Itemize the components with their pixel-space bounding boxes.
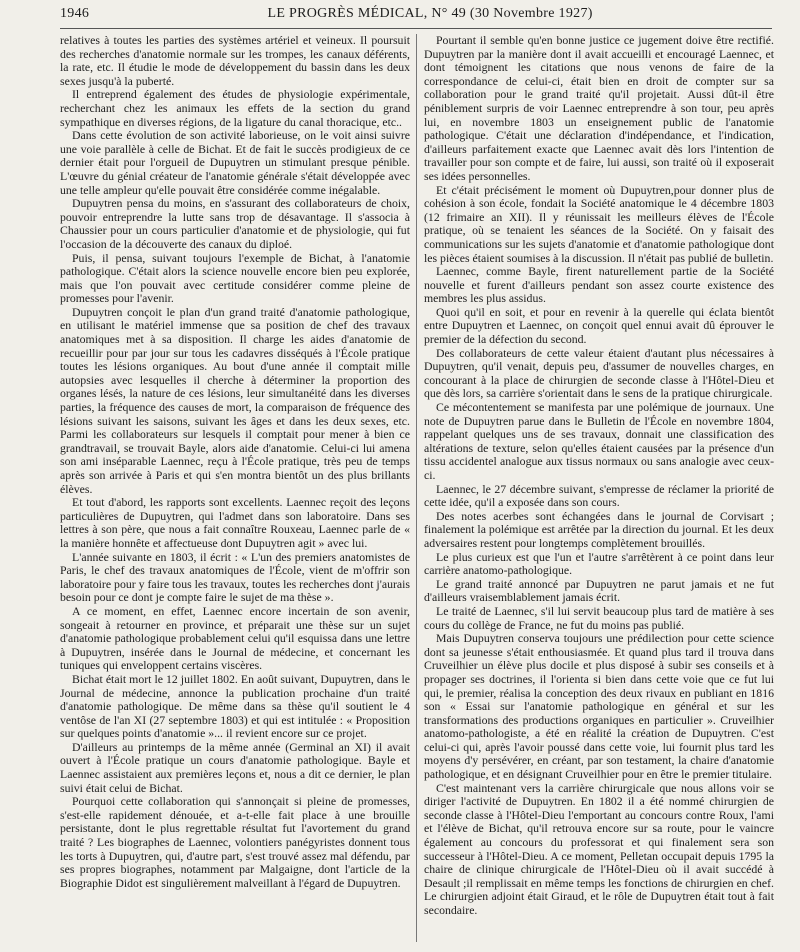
paragraph: Le plus curieux est que l'un et l'autre s'arrêtèrent à ce point dans leur carrière anatomo-pathologique. [424, 549, 774, 578]
paragraph: Des collaborateurs de cette valeur étaient d'autant plus nécessaires à Dupuytren, qu'il venait, depuis peu, d'assumer de nouvelles charges, en concourant à la place de chirurgien de seconde classe à l'Hôtel-Dieu et que dès lors, sa carrière s'orientait dans le sens de la pratique chirurgicale. [424, 345, 774, 401]
paragraph: A ce moment, en effet, Laennec encore incertain de son avenir, songeait à retourner en province, et préparait une thèse sur un sujet d'anatomie pathologique probablement celui qu'il esquissa dans une lettre à Dupuytren, insérée dans le Journal de médecine, et concernant les tuniques qui enveloppent certains viscères. [60, 603, 410, 673]
paragraph: Mais Dupuytren conserva toujours une prédilection pour cette science dont sa jeunesse s'était enthousiasmée. Et quand plus tard il trouva dans Cruveilhier un élève plus docile et plus disposé à subir ses conseils et à propager ses doctrines, il l'orienta si bien dans cette voie que ce fut lui qui, le premier, réalisa la conception des deux rivaux en publiant en 1816 son « Essai sur l'anatomie pathologique en général et sur les transformations des productions organiques en particulier ». Cruveilhier anatomo-pathologiste, a été en réalité la création de Dupuytren. C'est celui-ci qui, après l'avoir poussé dans cette voie, lui fournit plus tard les moyens d'y persévérer, en créant, par son testament, la chaire d'anatomie pathologique, et en désignant Cruveilhier pour en être le premier titulaire. [424, 631, 774, 782]
page-header [60, 6, 772, 28]
paragraph: Et tout d'abord, les rapports sont excellents. Laennec reçoit des leçons particulières de Dupuytren, qui l'admet dans son laboratoire. Dans ses lettres à son père, que nous a fait connaître Rouxeau, Laennec parle de « la manière honnête et affectueuse dont Dupuytren agit » avec lui. [60, 495, 410, 550]
paragraph: Le traité de Laennec, s'il lui servit beaucoup plus tard de matière à ses cours du collège de France, ne fut du moins pas publié. [424, 603, 774, 632]
page-number: 1946 [60, 6, 90, 21]
paragraph: Quoi qu'il en soit, et pour en revenir à la querelle qui éclata bientôt entre Dupuytren et Laennec, on conçoit quel ennui avait dû éprouver le premier de la défection du second. [424, 304, 774, 347]
paragraph: Des notes acerbes sont échangées dans le journal de Corvisart ; finalement la polémique est arrêtée par la direction du journal. Et les deux adversaires restent pour longtemps complètement brouillés. [424, 508, 774, 550]
paragraph: relatives à toutes les parties des systèmes artériel et veineux. Il poursuit des recherches d'anatomie normale sur les trompes, les canaux déférents, la rate, etc. Il étudie le mode de développement du bassin dans les deux sexes jusqu'à la puberté. [60, 34, 410, 88]
right-column [424, 34, 774, 946]
column-divider [416, 34, 417, 942]
paragraph: Laennec, le 27 décembre suivant, s'empresse de réclamer la priorité de cette idée, qu'il a exposée dans son cours. [424, 481, 774, 510]
paragraph: Pourtant il semble qu'en bonne justice ce jugement doive être rectifié. Dupuytren par la manière dont il avait accueilli et encouragé Laennec, et dont témoignent les citations que nous venons de faire de la correspondance de celui-ci, était bien en droit de compter sur sa collaboration pour le grand traité qu'il projetait. Aussi dût-il être péniblement surpris de voir Laennec entreprendre à son tour, peu après lui, en novembre 1803 un enseignement public de l'anatomie pathologique. C'était une déclaration d'indépendance, et l'indication, d'ailleurs parfaitement exacte que Laennec avait dès lors l'intention de travailler pour son compte et de faire, lui aussi, son traité où il exposerait ses idées personnelles. [424, 34, 774, 183]
header-rule [60, 28, 772, 29]
paragraph: Bichat était mort le 12 juillet 1802. En août suivant, Dupuytren, dans le Journal de médecine, annonce la publication prochaine d'un traité d'anatomie pathologique. De même dans sa thèse qu'il soutient le 4 ventôse de l'an XI (27 septembre 1803) et qui est intitulée : « Proposition sur quelques points d'anatomie »... il revient encore sur ce projet. [60, 671, 410, 741]
paragraph: Dupuytren conçoit le plan d'un grand traité d'anatomie pathologique, en utilisant le matériel immense que sa position de chef des travaux anatomiques met à sa disposition. Il charge les aides d'anatomie de recueillir pour par jour sur tous les cadavres disséqués à l'École pratique toutes les lésions organiques. Au bout d'une année il comptait mille autopsies avec lesquelles il cherche à déterminer la proportion des organes lésés, la nature de ces lésions, leur simultanéité dans les diverses parties, la fréquence des causes de mort, la comparaison de fréquence des lésions suivant les saisons, suivant les âges et dans les deux sexes, etc. Parmi les collaborateurs sur lesquels il comptait pour mener à bien ce grandtravail, se trouvait Bayle, alors aide d'anatomie. Celui-ci lui amena son ami inséparable Laennec, reçu à l'École pratique, très peu de temps après son arrivée à Paris et qui s'en montra bientôt un des plus brillants élèves. [60, 304, 410, 496]
paragraph: Ce mécontentement se manifesta par une polémique de journaux. Une note de Dupuytren parue dans le Bulletin de l'École en novembre 1804, rappelant quelques uns de ses travaux, donnait une classification des altérations de texture, selon qu'elles étaient causées par la présence d'un tissu accidentel analogue aux tissus normaux ou sans analogie avec ceux-ci. [424, 400, 774, 482]
paragraph: Pourquoi cette collaboration qui s'annonçait si pleine de promesses, s'est-elle rapidement dénouée, et a-t-elle fait place à une brouille persistante, dont le plus regrettable résultat fut l'avortement du grand traité ? Les biographes de Laennec, volontiers panégyristes donnent tous les torts à Dupuytren, qui, d'autre part, s'est trouvé assez mal défendu, par ses propres biographes, notamment par Malgaigne, dont l'article de la Biographie Didot est singulièrement malveillant à l'égard de Dupuytren. [60, 794, 410, 890]
paragraph: Puis, il pensa, suivant toujours l'exemple de Bichat, à l'anatomie pathologique. C'était alors la science nouvelle encore bien peu explorée, mais que l'on pouvait avec certitude considérer comme pleine de promesses pour l'avenir. [60, 250, 410, 306]
paragraph: Le grand traité annoncé par Dupuytren ne parut jamais et ne fut d'ailleurs vraisemblablement jamais écrit. [424, 576, 774, 605]
paragraph: L'année suivante en 1803, il écrit : « L'un des premiers anatomistes de Paris, le chef des travaux anatomiques de l'École, vient de m'offrir son laboratoire pour y faire tous les travaux, toutes les recherches dont j'aurais besoin pour ce dont je compte faire le sujet de ma thèse ». [60, 549, 410, 605]
paragraph: Laennec, comme Bayle, firent naturellement partie de la Société nouvelle et furent d'ailleurs pendant son assez courte existence des membres les plus assidus. [424, 264, 774, 306]
paragraph: Il entreprend également des études de physiologie expérimentale, recherchant chez les animaux les effets de la section du grand sympathique en diverses régions, de la ligature du canal thoracique, etc.. [60, 87, 410, 129]
journal-title: LE PROGRÈS MÉDICAL, N° 49 (30 Novembre 1927) [267, 6, 593, 21]
paragraph: C'est maintenant vers la carrière chirurgicale que nous allons voir se diriger l'activité de Dupuytren. En 1802 il a été nommé chirurgien de seconde classe à l'Hôtel-Dieu l'emportant au concours contre Roux, l'ami et l'élève de Bichat, qu'il retrouva encore sur sa route, pour le vaincre également au concours du professorat et qui finalement sera son successeur à l'Hôtel-Dieu. A ce moment, Pelletan occupait depuis 1795 la chaire de clinique chirurgicale de l'Hôtel-Dieu où il avait succédé à Desault ;il remplissait en même temps les fonctions de chirurgien en chef. Le chirurgien adjoint était Giraud, et le rôle de Dupuytren était tout à fait secondaire. [424, 780, 774, 917]
left-column [60, 34, 410, 946]
paragraph: Dans cette évolution de son activité laborieuse, on le voit ainsi suivre une voie parallèle à celle de Bichat. Et de fait le succès prodigieux de ce dernier était pour l'orgueil de Dupuytren un stimulant presque pénible. L'œuvre du génial créateur de l'anatomie générale s'était développée avec une telle ampleur qu'elle pouvait être considérée comme inégalable. [60, 128, 410, 197]
paragraph: D'ailleurs au printemps de la même année (Germinal an XI) il avait ouvert à l'École pratique un cours d'anatomie pathologique. Bayle et Laennec assistaient aux premières leçons et, nous a dit ce dernier, le plan suivi était celui de Bichat. [60, 739, 410, 795]
paragraph: Et c'était précisément le moment où Dupuytren,pour donner plus de cohésion à son école, fondait la Société anatomique le 4 décembre 1803 (12 frimaire an XII). Il y réunissait les meilleurs élèves de l'École pratique, où se tenaient les séances de la Société. On y faisait des communications sur les sujets d'anatomie et d'anatomie pathologique dont les pièces étaient soumises à la discussion. Il n'était pas publié de bulletin. [424, 182, 774, 265]
paragraph: Dupuytren pensa du moins, en s'assurant des collaborateurs de choix, pouvoir entreprendre la lutte sans trop de désavantage. Il s'associa à Chaussier pour un cours particulier d'anatomie et de physiologie, qui fut l'occasion de la découverte des canaux du diploé. [60, 196, 410, 251]
